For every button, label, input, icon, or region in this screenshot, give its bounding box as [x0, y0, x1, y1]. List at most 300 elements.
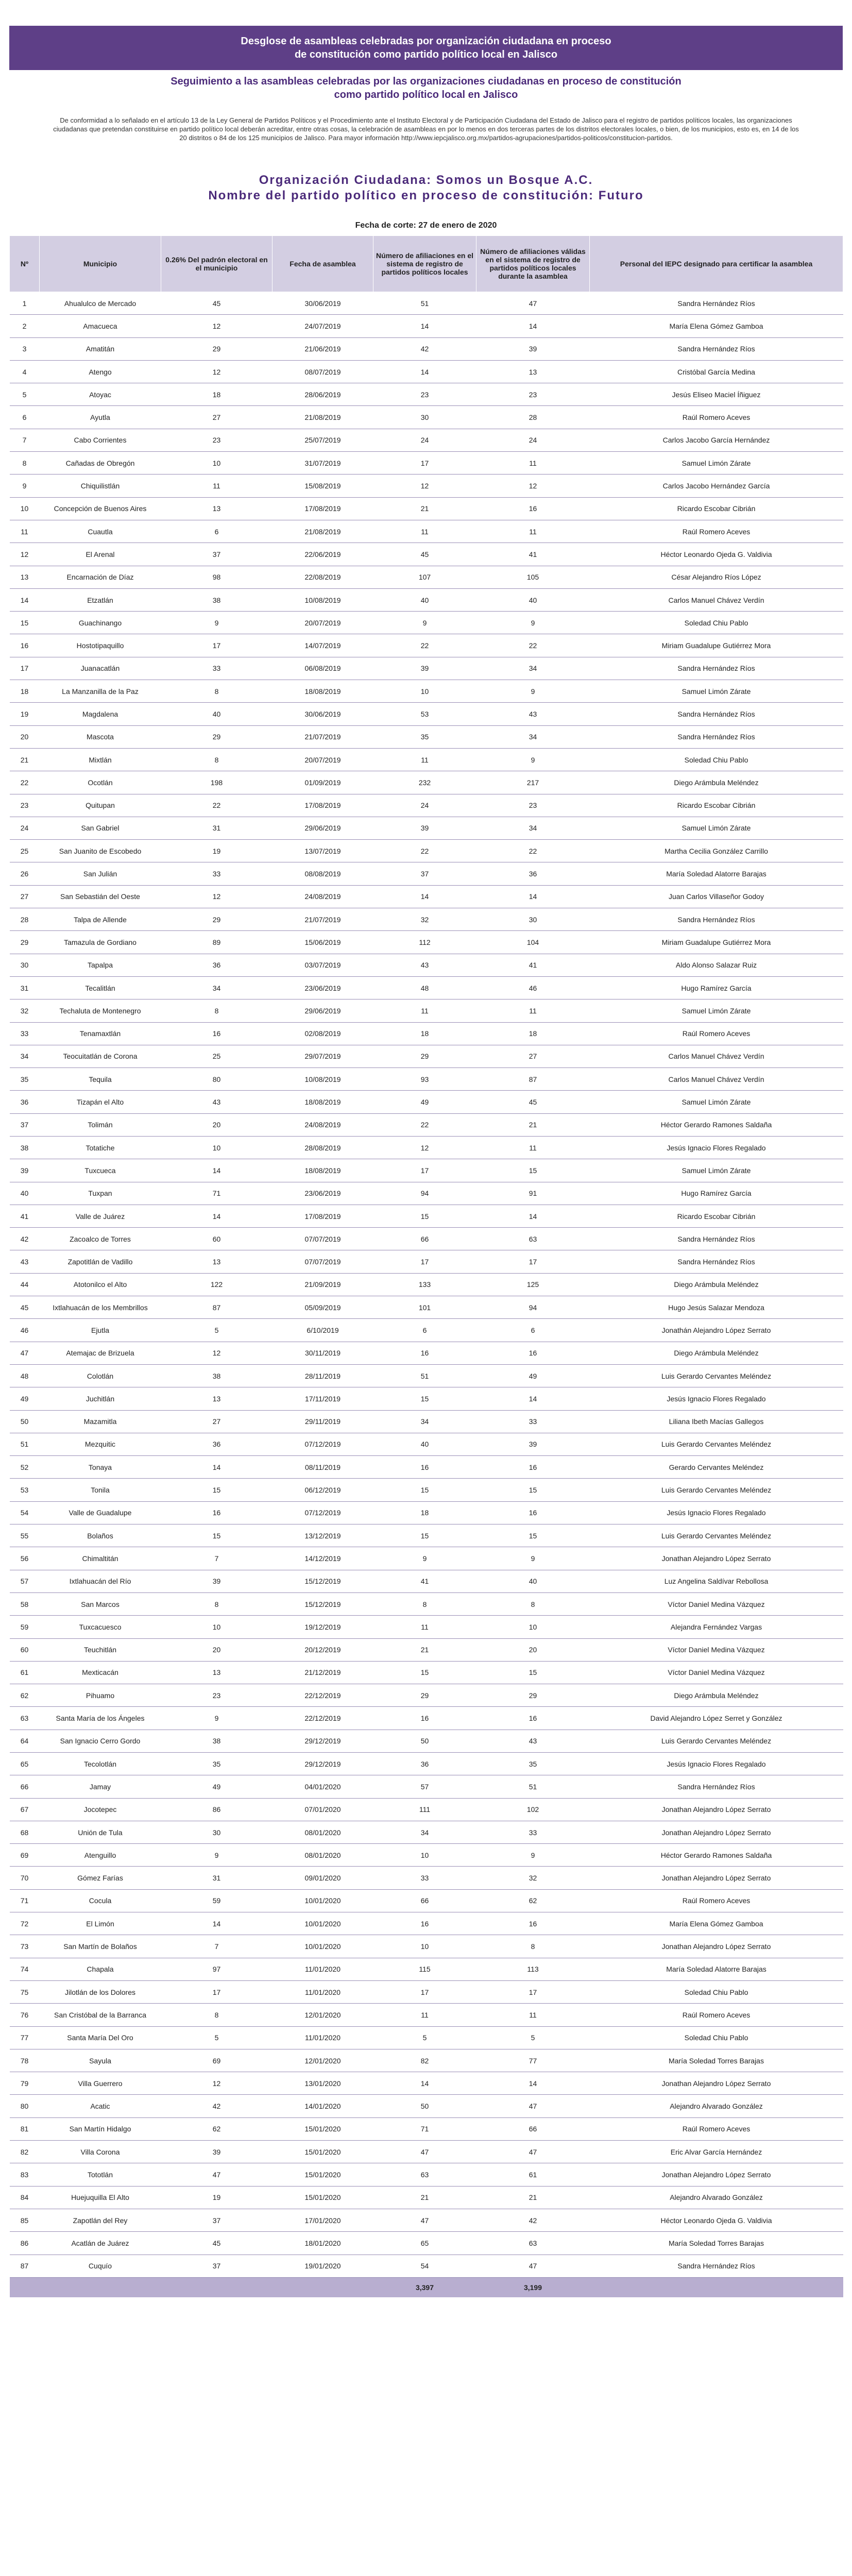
table-row — [10, 2209, 843, 2231]
padron-cell: 198 — [161, 771, 272, 794]
afiliaciones-cell: 33 — [373, 1867, 476, 1889]
fecha-cell: 29/11/2019 — [272, 1410, 373, 1433]
personal-cell: Soledad Chiu Pablo — [590, 612, 843, 634]
fecha-cell: 17/01/2020 — [272, 2209, 373, 2231]
table-row — [10, 2049, 843, 2072]
padron-cell: 49 — [161, 1775, 272, 1798]
fecha-cell: 24/07/2019 — [272, 315, 373, 337]
validas-cell: 125 — [476, 1273, 590, 1296]
table-row — [10, 817, 843, 839]
afiliaciones-cell: 23 — [373, 383, 476, 406]
validas-cell: 105 — [476, 566, 590, 588]
afiliaciones-cell: 16 — [373, 1707, 476, 1730]
personal-cell: Raúl Romero Aceves — [590, 1889, 843, 1912]
fecha-cell: 10/01/2020 — [272, 1889, 373, 1912]
fecha-cell: 21/08/2019 — [272, 520, 373, 543]
validas-cell: 14 — [476, 885, 590, 908]
municipio-cell: Tamazula de Gordiano — [40, 931, 161, 954]
padron-cell: 43 — [161, 1091, 272, 1113]
fecha-cell: 14/07/2019 — [272, 634, 373, 657]
fecha-cell: 24/08/2019 — [272, 885, 373, 908]
fecha-cell: 14/12/2019 — [272, 1547, 373, 1570]
afiliaciones-cell: 29 — [373, 1684, 476, 1707]
table-row — [10, 1547, 843, 1570]
fecha-cell: 10/01/2020 — [272, 1935, 373, 1958]
municipio-cell: Ocotlán — [40, 771, 161, 794]
padron-cell: 62 — [161, 2117, 272, 2140]
padron-cell: 45 — [161, 292, 272, 315]
afiliaciones-cell: 42 — [373, 337, 476, 360]
padron-cell: 8 — [161, 748, 272, 771]
table-row — [10, 1707, 843, 1730]
table-row — [10, 1136, 843, 1159]
table-row — [10, 2232, 843, 2255]
personal-cell: Carlos Manuel Chávez Verdín — [590, 1068, 843, 1091]
table-header — [10, 236, 843, 292]
validas-cell: 9 — [476, 1844, 590, 1867]
table-row — [10, 1889, 843, 1912]
padron-cell: 42 — [161, 2095, 272, 2117]
municipio-cell: Totatiche — [40, 1136, 161, 1159]
validas-cell: 77 — [476, 2049, 590, 2072]
table-row — [10, 1182, 843, 1205]
fecha-cell: 15/01/2020 — [272, 2117, 373, 2140]
table-row — [10, 292, 843, 315]
fecha-cell: 21/09/2019 — [272, 1273, 373, 1296]
validas-cell: 8 — [476, 1935, 590, 1958]
personal-cell: Diego Arámbula Meléndez — [590, 771, 843, 794]
fecha-cell: 22/08/2019 — [272, 566, 373, 588]
validas-cell: 45 — [476, 1091, 590, 1113]
fecha-cell: 08/01/2020 — [272, 1821, 373, 1843]
row-number: 14 — [10, 588, 40, 611]
row-number: 41 — [10, 1205, 40, 1227]
padron-cell: 37 — [161, 2255, 272, 2277]
personal-cell: Samuel Limón Zárate — [590, 680, 843, 703]
padron-cell: 47 — [161, 2163, 272, 2186]
municipio-cell: Tototlán — [40, 2163, 161, 2186]
afiliaciones-cell: 101 — [373, 1296, 476, 1319]
validas-cell: 66 — [476, 2117, 590, 2140]
row-number: 75 — [10, 1980, 40, 2003]
afiliaciones-cell: 94 — [373, 1182, 476, 1205]
personal-cell: Soledad Chiu Pablo — [590, 1980, 843, 2003]
table-row — [10, 1684, 843, 1707]
table-row — [10, 680, 843, 703]
row-number: 5 — [10, 383, 40, 406]
padron-cell: 14 — [161, 1159, 272, 1182]
padron-cell: 69 — [161, 2049, 272, 2072]
fecha-cell: 29/12/2019 — [272, 1730, 373, 1752]
afiliaciones-cell: 66 — [373, 1228, 476, 1250]
table-row — [10, 1410, 843, 1433]
padron-cell: 122 — [161, 1273, 272, 1296]
table-row — [10, 452, 843, 474]
validas-cell: 40 — [476, 1570, 590, 1592]
municipio-cell: Zapotitlán de Vadillo — [40, 1250, 161, 1273]
personal-cell: Samuel Limón Zárate — [590, 1091, 843, 1113]
table-row — [10, 1935, 843, 1958]
personal-cell: Jonathan Alejandro López Serrato — [590, 1867, 843, 1889]
table-row — [10, 885, 843, 908]
table-row — [10, 383, 843, 406]
validas-cell: 33 — [476, 1821, 590, 1843]
table-row — [10, 543, 843, 566]
validas-cell: 23 — [476, 794, 590, 817]
validas-cell: 34 — [476, 725, 590, 748]
padron-cell: 8 — [161, 999, 272, 1022]
padron-cell: 23 — [161, 1684, 272, 1707]
table-row — [10, 337, 843, 360]
fecha-cell: 22/12/2019 — [272, 1707, 373, 1730]
personal-cell: Luis Gerardo Cervantes Meléndez — [590, 1524, 843, 1547]
afiliaciones-cell: 133 — [373, 1273, 476, 1296]
fecha-cell: 11/01/2020 — [272, 2026, 373, 2049]
validas-cell: 47 — [476, 2255, 590, 2277]
municipio-cell: Mascota — [40, 725, 161, 748]
row-number: 77 — [10, 2026, 40, 2049]
municipio-cell: Ayutla — [40, 406, 161, 429]
fecha-cell: 17/08/2019 — [272, 497, 373, 520]
padron-cell: 12 — [161, 315, 272, 337]
personal-cell: César Alejandro Ríos López — [590, 566, 843, 588]
validas-cell: 21 — [476, 1113, 590, 1136]
personal-cell: Luis Gerardo Cervantes Meléndez — [590, 1479, 843, 1501]
personal-cell: Raúl Romero Aceves — [590, 1022, 843, 1045]
row-number: 84 — [10, 2186, 40, 2209]
fecha-cell: 18/08/2019 — [272, 680, 373, 703]
row-number: 59 — [10, 1616, 40, 1638]
row-number: 32 — [10, 999, 40, 1022]
padron-cell: 10 — [161, 1616, 272, 1638]
validas-cell: 217 — [476, 771, 590, 794]
personal-cell: Sandra Hernández Ríos — [590, 703, 843, 725]
padron-cell: 60 — [161, 1228, 272, 1250]
validas-cell: 27 — [476, 1045, 590, 1067]
fecha-cell: 6/10/2019 — [272, 1319, 373, 1342]
padron-cell: 89 — [161, 931, 272, 954]
table-row — [10, 497, 843, 520]
cutoff-date: Fecha de corte: 27 de enero de 2020 — [355, 221, 497, 230]
validas-cell: 15 — [476, 1479, 590, 1501]
municipio-cell: Tuxcueca — [40, 1159, 161, 1182]
personal-cell: Alejandro Alvarado González — [590, 2186, 843, 2209]
row-number: 73 — [10, 1935, 40, 1958]
personal-cell: Soledad Chiu Pablo — [590, 748, 843, 771]
fecha-cell: 14/01/2020 — [272, 2095, 373, 2117]
personal-cell: Raúl Romero Aceves — [590, 2117, 843, 2140]
totals-spacer — [590, 2277, 843, 2297]
municipio-cell: Villa Corona — [40, 2141, 161, 2163]
table-row — [10, 1022, 843, 1045]
validas-cell: 41 — [476, 954, 590, 976]
municipio-cell: Cocula — [40, 1889, 161, 1912]
personal-cell: Jonathan Alejandro López Serrato — [590, 2072, 843, 2095]
municipio-cell: Tuxpan — [40, 1182, 161, 1205]
padron-cell: 37 — [161, 2209, 272, 2231]
padron-cell: 10 — [161, 1136, 272, 1159]
padron-cell: 29 — [161, 337, 272, 360]
row-number: 76 — [10, 2004, 40, 2026]
fecha-cell: 18/08/2019 — [272, 1091, 373, 1113]
personal-cell: Aldo Alonso Salazar Ruiz — [590, 954, 843, 976]
validas-cell: 9 — [476, 748, 590, 771]
validas-cell: 13 — [476, 360, 590, 383]
table-row — [10, 976, 843, 999]
row-number: 68 — [10, 1821, 40, 1843]
fecha-cell: 13/01/2020 — [272, 2072, 373, 2095]
row-number: 26 — [10, 862, 40, 885]
fecha-cell: 15/12/2019 — [272, 1592, 373, 1615]
fecha-cell: 21/07/2019 — [272, 725, 373, 748]
validas-cell: 49 — [476, 1364, 590, 1387]
fecha-cell: 11/01/2020 — [272, 1980, 373, 2003]
fecha-cell: 29/06/2019 — [272, 817, 373, 839]
municipio-cell: San Sebastián del Oeste — [40, 885, 161, 908]
afiliaciones-cell: 5 — [373, 2026, 476, 2049]
row-number: 56 — [10, 1547, 40, 1570]
afiliaciones-cell: 16 — [373, 1912, 476, 1935]
fecha-cell: 06/08/2019 — [272, 657, 373, 680]
afiliaciones-cell: 16 — [373, 1342, 476, 1364]
validas-cell: 9 — [476, 1547, 590, 1570]
afiliaciones-cell: 15 — [373, 1524, 476, 1547]
afiliaciones-cell: 50 — [373, 2095, 476, 2117]
padron-cell: 9 — [161, 1707, 272, 1730]
padron-cell: 13 — [161, 1250, 272, 1273]
municipio-cell: Atoyac — [40, 383, 161, 406]
validas-cell: 11 — [476, 999, 590, 1022]
afiliaciones-cell: 14 — [373, 885, 476, 908]
validas-cell: 21 — [476, 2186, 590, 2209]
row-number: 25 — [10, 840, 40, 862]
personal-cell: Cristóbal García Medina — [590, 360, 843, 383]
municipio-cell: Ejutla — [40, 1319, 161, 1342]
validas-cell: 34 — [476, 817, 590, 839]
fecha-cell: 07/12/2019 — [272, 1501, 373, 1524]
afiliaciones-cell: 51 — [373, 1364, 476, 1387]
row-number: 4 — [10, 360, 40, 383]
padron-cell: 12 — [161, 1342, 272, 1364]
fecha-cell: 07/12/2019 — [272, 1433, 373, 1455]
personal-cell: Diego Arámbula Meléndez — [590, 1684, 843, 1707]
table-row — [10, 1479, 843, 1501]
table-row — [10, 612, 843, 634]
personal-cell: Miriam Guadalupe Gutiérrez Mora — [590, 931, 843, 954]
municipio-cell: Hostotipaquillo — [40, 634, 161, 657]
table-row — [10, 862, 843, 885]
afiliaciones-cell: 17 — [373, 1159, 476, 1182]
padron-cell: 12 — [161, 360, 272, 383]
row-number: 82 — [10, 2141, 40, 2163]
table-footer — [10, 2277, 843, 2297]
column-header: Fecha de asamblea — [272, 236, 373, 292]
personal-cell: Eric Alvar García Hernández — [590, 2141, 843, 2163]
table-row — [10, 1821, 843, 1843]
padron-cell: 5 — [161, 1319, 272, 1342]
fecha-cell: 19/01/2020 — [272, 2255, 373, 2277]
row-number: 21 — [10, 748, 40, 771]
row-number: 34 — [10, 1045, 40, 1067]
validas-cell: 15 — [476, 1159, 590, 1182]
afiliaciones-cell: 11 — [373, 748, 476, 771]
table-row — [10, 1113, 843, 1136]
intro-text: De conformidad a lo señalado en el artículo 13 de la Ley General de Partidos Políticos y el Procedimiento ante el Instituto Electoral y de Participación Ciudadana del Estado de Jalisco para el registro de partidos políticos locales, las organizaciones ciudadanas que pretendan constituirse en partido político local deberán acreditar, entre otras cosas, la celebración de asambleas en por lo menos en dos terceras partes de los distritos electorales locales, o bien, de los municipios, esto es, en 14 de los 20 distritos o 84 de los 125 municipios de Jalisco. Para mayor información http://www.iepcjalisco.org.mx/partidos-agrupaciones/partidos-politicos/constitucion-partidos. — [53, 116, 799, 142]
validas-cell: 91 — [476, 1182, 590, 1205]
fecha-cell: 28/11/2019 — [272, 1364, 373, 1387]
banner-line-2: de constitución como partido político local en Jalisco — [294, 49, 558, 60]
personal-cell: Víctor Daniel Medina Vázquez — [590, 1592, 843, 1615]
personal-cell: María Soledad Torres Barajas — [590, 2049, 843, 2072]
fecha-cell: 13/07/2019 — [272, 840, 373, 862]
personal-cell: Samuel Limón Zárate — [590, 999, 843, 1022]
row-number: 3 — [10, 337, 40, 360]
validas-cell: 33 — [476, 1410, 590, 1433]
afiliaciones-cell: 11 — [373, 1616, 476, 1638]
afiliaciones-cell: 34 — [373, 1410, 476, 1433]
personal-cell: Jesús Ignacio Flores Regalado — [590, 1387, 843, 1410]
municipio-cell: Chiquilistlán — [40, 474, 161, 497]
municipio-cell: Cabo Corrientes — [40, 429, 161, 451]
padron-cell: 17 — [161, 1980, 272, 2003]
row-number: 23 — [10, 794, 40, 817]
row-number: 49 — [10, 1387, 40, 1410]
validas-cell: 20 — [476, 1638, 590, 1661]
validas-cell: 16 — [476, 1342, 590, 1364]
subtitle-line-1: Seguimiento a las asambleas celebradas por las organizaciones ciudadanas en proceso de constitución — [171, 76, 681, 87]
table-row — [10, 360, 843, 383]
validas-cell: 16 — [476, 497, 590, 520]
afiliaciones-cell: 14 — [373, 360, 476, 383]
validas-cell: 16 — [476, 1707, 590, 1730]
row-number: 47 — [10, 1342, 40, 1364]
municipio-cell: Valle de Juárez — [40, 1205, 161, 1227]
table-row — [10, 1844, 843, 1867]
afiliaciones-cell: 22 — [373, 1113, 476, 1136]
table-row — [10, 1867, 843, 1889]
row-number: 20 — [10, 725, 40, 748]
personal-cell: Héctor Gerardo Ramones Saldaña — [590, 1844, 843, 1867]
municipio-cell: Gómez Farías — [40, 1867, 161, 1889]
personal-cell: Jonathan Alejandro López Serrato — [590, 1821, 843, 1843]
personal-cell: Luz Angelina Saldívar Rebollosa — [590, 1570, 843, 1592]
row-number: 65 — [10, 1753, 40, 1775]
row-number: 70 — [10, 1867, 40, 1889]
table-body — [10, 292, 843, 2278]
personal-cell: Soledad Chiu Pablo — [590, 2026, 843, 2049]
row-number: 24 — [10, 817, 40, 839]
padron-cell: 87 — [161, 1296, 272, 1319]
municipio-cell: Chapala — [40, 1958, 161, 1980]
personal-cell: Jesús Eliseo Maciel Íñiguez — [590, 383, 843, 406]
totals-spacer — [10, 2277, 40, 2297]
personal-cell: María Elena Gómez Gamboa — [590, 315, 843, 337]
fecha-cell: 02/08/2019 — [272, 1022, 373, 1045]
afiliaciones-cell: 8 — [373, 1592, 476, 1615]
row-number: 46 — [10, 1319, 40, 1342]
row-number: 9 — [10, 474, 40, 497]
padron-cell: 15 — [161, 1479, 272, 1501]
afiliaciones-cell: 232 — [373, 771, 476, 794]
personal-cell: Víctor Daniel Medina Vázquez — [590, 1638, 843, 1661]
personal-cell: Jonathan Alejandro López Serrato — [590, 1935, 843, 1958]
fecha-cell: 13/12/2019 — [272, 1524, 373, 1547]
row-number: 50 — [10, 1410, 40, 1433]
afiliaciones-cell: 71 — [373, 2117, 476, 2140]
municipio-cell: Pihuamo — [40, 1684, 161, 1707]
padron-cell: 29 — [161, 908, 272, 931]
validas-cell: 11 — [476, 2004, 590, 2026]
municipio-cell: Mazamitla — [40, 1410, 161, 1433]
fecha-cell: 17/08/2019 — [272, 794, 373, 817]
total-afiliaciones: 3,397 — [373, 2277, 476, 2297]
afiliaciones-cell: 65 — [373, 2232, 476, 2255]
fecha-cell: 12/01/2020 — [272, 2004, 373, 2026]
padron-cell: 39 — [161, 2141, 272, 2163]
table-row — [10, 1319, 843, 1342]
municipio-cell: Atenguillo — [40, 1844, 161, 1867]
personal-cell: Luis Gerardo Cervantes Meléndez — [590, 1730, 843, 1752]
personal-cell: Raúl Romero Aceves — [590, 406, 843, 429]
validas-cell: 6 — [476, 1319, 590, 1342]
fecha-cell: 22/06/2019 — [272, 543, 373, 566]
padron-cell: 20 — [161, 1638, 272, 1661]
row-number: 62 — [10, 1684, 40, 1707]
afiliaciones-cell: 15 — [373, 1479, 476, 1501]
table-row — [10, 566, 843, 588]
validas-cell: 41 — [476, 543, 590, 566]
table-row — [10, 771, 843, 794]
validas-cell: 15 — [476, 1524, 590, 1547]
table-row — [10, 1501, 843, 1524]
fecha-cell: 22/12/2019 — [272, 1684, 373, 1707]
padron-cell: 45 — [161, 2232, 272, 2255]
table-row — [10, 1250, 843, 1273]
row-number: 31 — [10, 976, 40, 999]
column-header: Nº — [10, 236, 40, 292]
validas-cell: 16 — [476, 1456, 590, 1479]
row-number: 55 — [10, 1524, 40, 1547]
row-number: 60 — [10, 1638, 40, 1661]
municipio-cell: Unión de Tula — [40, 1821, 161, 1843]
validas-cell: 102 — [476, 1798, 590, 1821]
afiliaciones-cell: 107 — [373, 566, 476, 588]
header-row — [10, 236, 843, 292]
padron-cell: 14 — [161, 1205, 272, 1227]
row-number: 67 — [10, 1798, 40, 1821]
padron-cell: 19 — [161, 840, 272, 862]
afiliaciones-cell: 15 — [373, 1205, 476, 1227]
afiliaciones-cell: 48 — [373, 976, 476, 999]
padron-cell: 97 — [161, 1958, 272, 1980]
afiliaciones-cell: 30 — [373, 406, 476, 429]
validas-cell: 14 — [476, 2072, 590, 2095]
table-row — [10, 1273, 843, 1296]
padron-cell: 29 — [161, 725, 272, 748]
municipio-cell: San Juanito de Escobedo — [40, 840, 161, 862]
personal-cell: Ricardo Escobar Cibrián — [590, 794, 843, 817]
row-number: 37 — [10, 1113, 40, 1136]
afiliaciones-cell: 11 — [373, 520, 476, 543]
row-number: 63 — [10, 1707, 40, 1730]
padron-cell: 31 — [161, 1867, 272, 1889]
padron-cell: 9 — [161, 612, 272, 634]
table-row — [10, 429, 843, 451]
table-row — [10, 1592, 843, 1615]
table-row — [10, 2117, 843, 2140]
table-row — [10, 954, 843, 976]
fecha-cell: 15/01/2020 — [272, 2141, 373, 2163]
